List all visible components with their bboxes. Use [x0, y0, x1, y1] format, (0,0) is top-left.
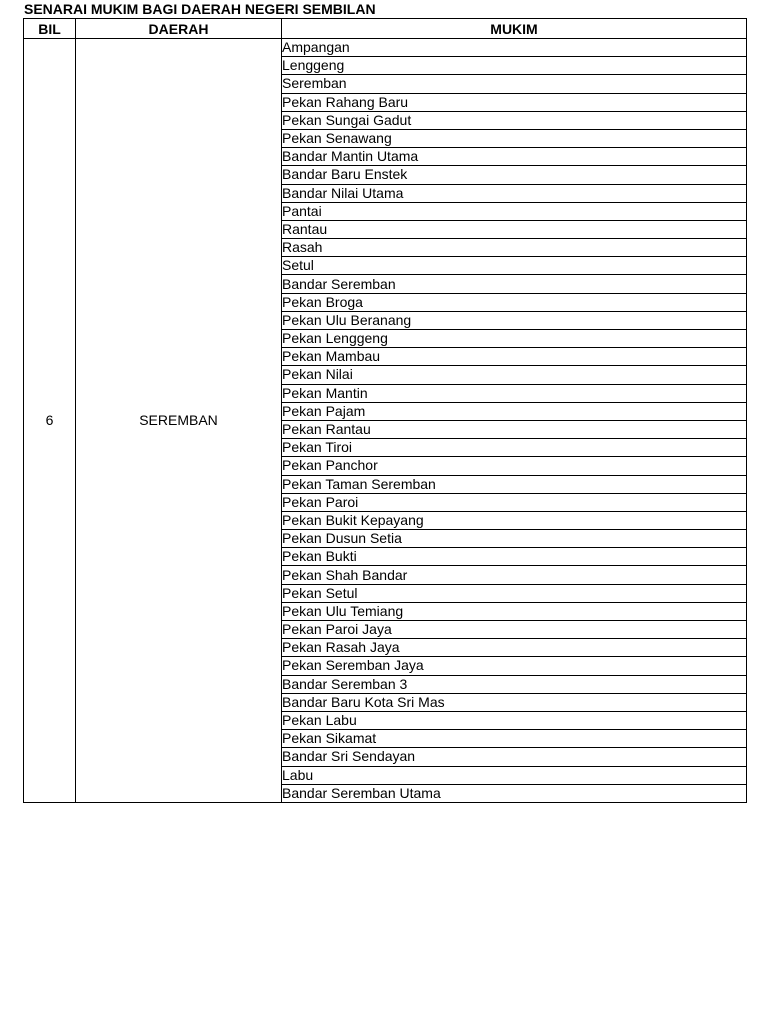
- mukim-cell: Bandar Nilai Utama: [282, 184, 747, 202]
- mukim-cell: Bandar Sri Sendayan: [282, 748, 747, 766]
- mukim-cell: Rasah: [282, 239, 747, 257]
- table-body: [24, 39, 747, 803]
- mukim-cell: Pekan Nilai: [282, 366, 747, 384]
- mukim-cell: Pekan Rasah Jaya: [282, 639, 747, 657]
- mukim-cell: Pekan Bukit Kepayang: [282, 511, 747, 529]
- bil-cell: 6: [24, 39, 76, 803]
- mukim-cell: Ampangan: [282, 39, 747, 57]
- mukim-cell: Bandar Seremban: [282, 275, 747, 293]
- mukim-cell: Pekan Lenggeng: [282, 330, 747, 348]
- mukim-cell: Bandar Baru Kota Sri Mas: [282, 693, 747, 711]
- mukim-cell: Pekan Seremban Jaya: [282, 657, 747, 675]
- mukim-cell: Pekan Ulu Beranang: [282, 311, 747, 329]
- mukim-cell: Pekan Pajam: [282, 402, 747, 420]
- mukim-cell: Bandar Baru Enstek: [282, 166, 747, 184]
- mukim-cell: Pekan Bukti: [282, 548, 747, 566]
- header-mukim: MUKIM: [282, 19, 747, 39]
- mukim-cell: Pekan Panchor: [282, 457, 747, 475]
- mukim-cell: Pekan Mambau: [282, 348, 747, 366]
- mukim-cell: Pekan Sikamat: [282, 730, 747, 748]
- mukim-cell: Pantai: [282, 202, 747, 220]
- mukim-cell: Pekan Tiroi: [282, 439, 747, 457]
- mukim-cell: Pekan Broga: [282, 293, 747, 311]
- table-row: [24, 39, 747, 57]
- mukim-cell: Labu: [282, 766, 747, 784]
- mukim-cell: Bandar Seremban 3: [282, 675, 747, 693]
- mukim-cell: Bandar Seremban Utama: [282, 784, 747, 802]
- mukim-cell: Setul: [282, 257, 747, 275]
- header-daerah: DAERAH: [76, 19, 282, 39]
- mukim-cell: Pekan Taman Seremban: [282, 475, 747, 493]
- mukim-cell: Pekan Paroi: [282, 493, 747, 511]
- table-header-row: [24, 19, 747, 39]
- mukim-cell: Rantau: [282, 220, 747, 238]
- mukim-cell: Pekan Ulu Temiang: [282, 602, 747, 620]
- header-bil: BIL: [24, 19, 76, 39]
- mukim-cell: Pekan Setul: [282, 584, 747, 602]
- mukim-cell: Seremban: [282, 75, 747, 93]
- mukim-cell: Pekan Sungai Gadut: [282, 111, 747, 129]
- mukim-cell: Pekan Senawang: [282, 129, 747, 147]
- mukim-cell: Pekan Paroi Jaya: [282, 621, 747, 639]
- mukim-cell: Lenggeng: [282, 57, 747, 75]
- mukim-cell: Pekan Rahang Baru: [282, 93, 747, 111]
- daerah-cell: SEREMBAN: [76, 39, 282, 803]
- mukim-cell: Bandar Mantin Utama: [282, 148, 747, 166]
- mukim-cell: Pekan Shah Bandar: [282, 566, 747, 584]
- mukim-cell: Pekan Rantau: [282, 420, 747, 438]
- mukim-cell: Pekan Dusun Setia: [282, 530, 747, 548]
- mukim-cell: Pekan Mantin: [282, 384, 747, 402]
- mukim-cell: Pekan Labu: [282, 711, 747, 729]
- document-title: SENARAI MUKIM BAGI DAERAH NEGERI SEMBILAN: [24, 1, 376, 17]
- mukim-table: [23, 18, 747, 803]
